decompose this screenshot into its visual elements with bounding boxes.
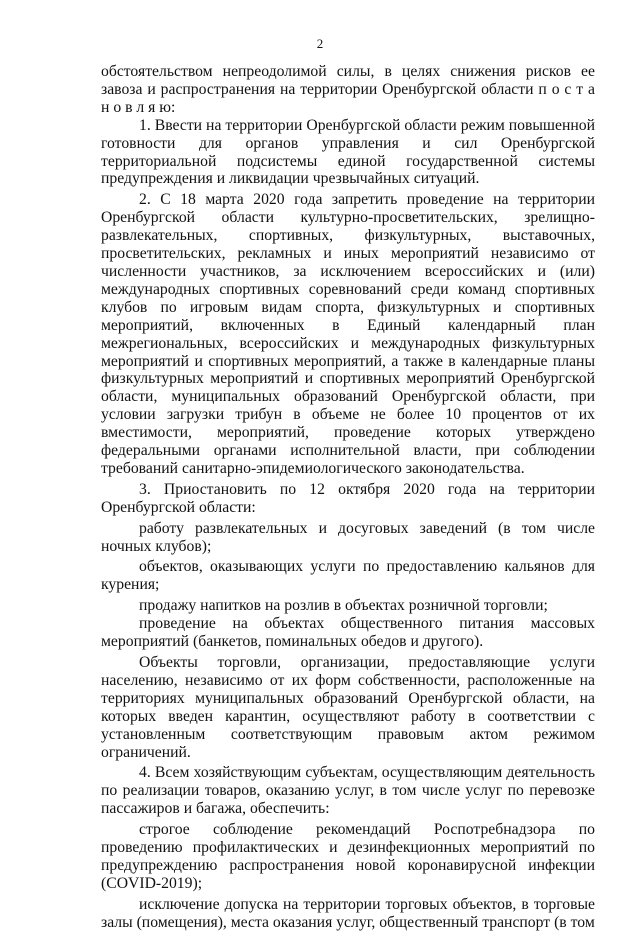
paragraph-trade-objects: Объекты торговли, организации, предоставляющие услуги населению, независимо от их форм собственности, расположенные на территориях муниципальных образований Оренбургской области, на которых введен карантин, осуществляют работу в соответствии с установленным соответствующим правовым актом режимом ограничений. [101, 654, 595, 761]
page-number: 2 [316, 36, 324, 51]
paragraph-entertainment: работу развлекательных и досуговых заведений (в том числе ночных клубов); [101, 519, 595, 555]
paragraph-item-2: 2. С 18 марта 2020 года запретить проведение на территории Оренбургской области культурно-просветительских, зрелищно-развлекательных, спортивных, физкультурных, выставочных, просветительских, рекламных и иных мероприятий независимо от численности участников, за исключением всероссийских и (или) международных спортивных соревнований среди команд спортивных клубов по игровым видам спорта, физкультурных и спортивных мероприятий, включенных в Единый календарный план межрегиональных, всероссийских и международных физкультурных мероприятий и спортивных мероприятий, а также в календарные планы физкультурных мероприятий и спортивных мероприятий Оренбургской области, муниципальных образований Оренбургской области, при условии загрузки трибун в объеме не более 10 процентов от их вместимости, мероприятий, проведение которых утверждено федеральными органами исполнительной власти, при соблюдении требований санитарно-эпидемиологического законодательства. [101, 191, 595, 477]
paragraph-item-3: 3. Приостановить по 12 октября 2020 года на территории Оренбургской области: [101, 480, 595, 516]
paragraph-item-4: 4. Всем хозяйствующим субъектам, осуществляющим деятельность по реализации товаров, оказанию услуг, в том числе услуг по перевозке пассажиров и багажа, обеспечить: [101, 764, 595, 818]
paragraph-access-exclusion: исключение допуска на территории торговых объектов, в торговые залы (помещения), места оказания услуг, общественный транспорт (в том [101, 895, 595, 931]
document-body [101, 63, 595, 932]
paragraph-catering-events: проведение на объектах общественного питания массовых мероприятий (банкетов, поминальных обедов и другого). [101, 615, 595, 651]
paragraph-continuation: обстоятельством непреодолимой силы, в целях снижения рисков ее завоза и распространения на территории Оренбургской области п о с т а н о в л я ю: [101, 63, 595, 116]
paragraph-draft-drinks: продажу напитков на розлив в объектах розничной торговли; [139, 597, 548, 615]
paragraph-item-1: 1. Ввести на территории Оренбургской области режим повышенной готовности для органов управления и сил Оренбургской территориальной подсистемы единой государственной системы предупреждения и ликвидации чрезвычайных ситуаций. [101, 116, 595, 188]
paragraph-hookah: объектов, оказывающих услуги по предоставлению кальянов для курения; [101, 558, 595, 594]
paragraph-rospotrebnadzor: строгое соблюдение рекомендаций Роспотребнадзора по проведению профилактических и дезинфекционных мероприятий по предупреждению распространения новой коронавирусной инфекции (COVID-2019); [101, 821, 595, 892]
